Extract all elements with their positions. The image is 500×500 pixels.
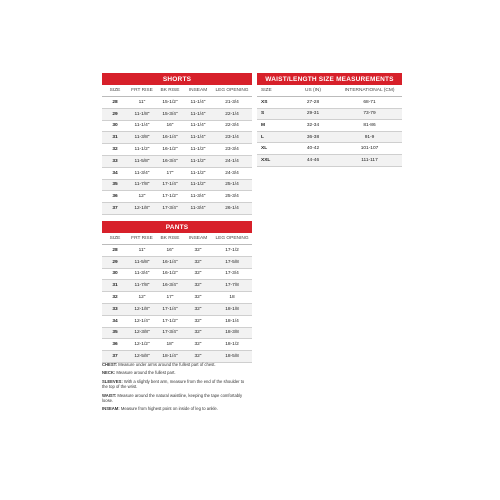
table-cell: 16" — [156, 120, 184, 132]
table-cell: 25-3/4 — [212, 191, 252, 203]
table-row — [257, 120, 402, 132]
table-cell: 11-1/4" — [184, 132, 212, 144]
waist-column-header: INTERNATIONAL (CM) — [337, 85, 402, 97]
shorts-table-body — [102, 97, 252, 215]
table-cell: 23-1/4 — [212, 132, 252, 144]
table-cell: 22-1/4 — [212, 108, 252, 120]
table-cell: M — [257, 120, 289, 132]
pants-column-header: FRT RISE — [128, 233, 156, 245]
table-cell: 11-7/8" — [128, 280, 156, 292]
table-cell: 101-107 — [337, 143, 402, 155]
table-cell: 23-3/4 — [212, 144, 252, 156]
table-cell: 30 — [102, 268, 128, 280]
table-cell: 11-1/2" — [184, 179, 212, 191]
table-row — [102, 268, 252, 280]
table-cell: 32" — [184, 292, 212, 304]
table-row — [102, 108, 252, 120]
table-cell: 37 — [102, 203, 128, 215]
table-row — [257, 97, 402, 109]
table-cell: 16-3/4" — [156, 280, 184, 292]
table-cell: 11-3/8" — [128, 132, 156, 144]
table-cell: 28 — [102, 245, 128, 257]
table-cell: 32" — [184, 339, 212, 351]
table-cell: 17-5/8 — [212, 256, 252, 268]
table-cell: 15-3/4" — [156, 108, 184, 120]
table-cell: 17" — [156, 167, 184, 179]
pants-header-row — [102, 233, 252, 245]
table-cell: XL — [257, 143, 289, 155]
table-cell: 91-9 — [337, 131, 402, 143]
table-cell: 17-3/4 — [212, 268, 252, 280]
table-cell: 36 — [102, 339, 128, 351]
table-cell: 11-3/4" — [184, 203, 212, 215]
table-cell: 17-7/8 — [212, 280, 252, 292]
pants-table-body — [102, 245, 252, 363]
table-cell: 18-1/8 — [212, 303, 252, 315]
table-cell: 18" — [156, 339, 184, 351]
note-item — [102, 393, 250, 404]
table-cell: 32" — [184, 256, 212, 268]
table-cell: 18-1/4 — [212, 315, 252, 327]
table-row — [102, 191, 252, 203]
note-text: Measure around the fullest part. — [115, 370, 176, 376]
pants-column-header: LEG OPENING — [212, 233, 252, 245]
table-cell: 44-46 — [289, 154, 337, 166]
table-row — [102, 203, 252, 215]
table-cell: 17-3/4" — [156, 203, 184, 215]
table-cell: 111-117 — [337, 154, 402, 166]
table-cell: 26-1/4 — [212, 203, 252, 215]
note-text: With a slightly bent arm, measure from the end of the shoulder to the top of the wrist. — [102, 378, 245, 390]
table-cell: 11-3/4" — [128, 268, 156, 280]
table-cell: 36 — [102, 191, 128, 203]
table-cell: 18-3/8 — [212, 327, 252, 339]
table-cell: 33 — [102, 155, 128, 167]
table-cell: 11" — [128, 245, 156, 257]
table-cell: 17-1/4" — [156, 179, 184, 191]
table-cell: 11-1/2" — [184, 144, 212, 156]
table-row — [102, 179, 252, 191]
table-cell: 18 — [212, 292, 252, 304]
table-row — [102, 97, 252, 109]
table-cell: 28 — [102, 97, 128, 109]
table-cell: 11-1/4" — [128, 120, 156, 132]
table-cell: 11-5/8" — [128, 155, 156, 167]
note-item — [102, 370, 250, 375]
table-row — [102, 339, 252, 351]
shorts-column-header: SIZE — [102, 85, 128, 97]
table-cell: 27-28 — [289, 97, 337, 109]
table-cell: 32 — [102, 144, 128, 156]
table-cell: 16-1/4" — [156, 256, 184, 268]
note-label: CHEST: — [102, 362, 118, 367]
table-cell: XXL — [257, 154, 289, 166]
table-cell: 18-5/8 — [212, 351, 252, 363]
table-row — [257, 108, 402, 120]
table-cell: 11-1/2" — [128, 144, 156, 156]
table-cell: S — [257, 108, 289, 120]
table-row — [102, 120, 252, 132]
table-row — [257, 131, 402, 143]
shorts-column-header: INSEAM — [184, 85, 212, 97]
table-cell: 11-1/8" — [128, 108, 156, 120]
note-text: Measure from highest point on inside of leg to ankle. — [119, 406, 218, 412]
table-cell: 16-1/4" — [156, 132, 184, 144]
table-row — [257, 154, 402, 166]
table-cell: 11-1/4" — [184, 120, 212, 132]
table-cell: 35 — [102, 179, 128, 191]
table-cell: L — [257, 131, 289, 143]
table-cell: 16" — [156, 245, 184, 257]
table-cell: 68-71 — [337, 97, 402, 109]
table-cell: 17-3/4" — [156, 327, 184, 339]
table-cell: 22-3/4 — [212, 120, 252, 132]
table-cell: 11" — [128, 97, 156, 109]
table-cell: 24-3/4 — [212, 167, 252, 179]
table-cell: 12" — [128, 191, 156, 203]
waist-header-row — [257, 85, 402, 97]
table-cell: 29 — [102, 108, 128, 120]
table-cell: 17-1/2" — [156, 315, 184, 327]
table-cell: 12-1/8" — [128, 303, 156, 315]
table-cell: 37 — [102, 351, 128, 363]
table-cell: 12-1/8" — [128, 203, 156, 215]
table-cell: 12" — [128, 292, 156, 304]
shorts-column-header: BK RISE — [156, 85, 184, 97]
table-cell: 40-42 — [289, 143, 337, 155]
measurement-notes — [102, 362, 250, 415]
table-cell: 11-1/4" — [184, 108, 212, 120]
table-cell: 32" — [184, 315, 212, 327]
pants-column-header: BK RISE — [156, 233, 184, 245]
table-cell: 17-1/4" — [156, 303, 184, 315]
pants-column-header: INSEAM — [184, 233, 212, 245]
pants-column-header: SIZE — [102, 233, 128, 245]
table-row — [102, 280, 252, 292]
note-label: INSEAM: — [102, 406, 120, 412]
waist-column-header: US (IN) — [289, 85, 337, 97]
table-cell: 11-7/8" — [128, 179, 156, 191]
table-row — [102, 144, 252, 156]
table-cell: 11-1/2" — [184, 155, 212, 167]
note-item — [102, 406, 250, 411]
table-row — [102, 167, 252, 179]
table-cell: 21-3/4 — [212, 97, 252, 109]
shorts-header-row — [102, 85, 252, 97]
note-label: SLEEVES: — [102, 378, 123, 384]
table-cell: 81-86 — [337, 120, 402, 132]
pants-size-table — [102, 221, 252, 363]
table-row — [102, 351, 252, 363]
table-row — [102, 292, 252, 304]
table-cell: 34 — [102, 167, 128, 179]
shorts-column-header: FRT RISE — [128, 85, 156, 97]
table-cell: 24-1/4 — [212, 155, 252, 167]
table-cell: 30 — [102, 120, 128, 132]
table-cell: 17-1/2" — [156, 191, 184, 203]
note-text: Measure under arms around the fullest part of chest. — [117, 362, 216, 367]
table-cell: 15-1/2" — [156, 97, 184, 109]
table-cell: 32" — [184, 245, 212, 257]
table-cell: 73-79 — [337, 108, 402, 120]
table-row — [102, 132, 252, 144]
table-cell: 34 — [102, 315, 128, 327]
shorts-column-header: LEG OPENING — [212, 85, 252, 97]
table-cell: 12-5/8" — [128, 351, 156, 363]
table-row — [102, 315, 252, 327]
note-item — [102, 379, 250, 390]
table-row — [257, 143, 402, 155]
table-cell: 11-3/4" — [184, 191, 212, 203]
waist-table-body — [257, 97, 402, 167]
table-cell: 29-31 — [289, 108, 337, 120]
table-cell: 31 — [102, 132, 128, 144]
table-cell: 11-1/4" — [184, 97, 212, 109]
table-row — [102, 303, 252, 315]
pants-table-title: PANTS — [102, 221, 252, 233]
table-cell: 35 — [102, 327, 128, 339]
note-label: WAIST: — [102, 392, 117, 398]
waist-column-header: SIZE — [257, 85, 289, 97]
table-cell: 32" — [184, 303, 212, 315]
table-cell: 11-1/2" — [184, 167, 212, 179]
table-cell: XS — [257, 97, 289, 109]
table-cell: 32" — [184, 327, 212, 339]
table-cell: 16-3/4" — [156, 155, 184, 167]
table-row — [102, 256, 252, 268]
table-cell: 17-1/2 — [212, 245, 252, 257]
table-cell: 32" — [184, 268, 212, 280]
table-cell: 32 — [102, 292, 128, 304]
waist-length-size-table — [257, 73, 402, 167]
table-cell: 12-1/2" — [128, 339, 156, 351]
table-cell: 36-38 — [289, 131, 337, 143]
table-cell: 16-1/2" — [156, 268, 184, 280]
table-cell: 25-1/4 — [212, 179, 252, 191]
table-cell: 18-1/4" — [156, 351, 184, 363]
table-cell: 16-1/2" — [156, 144, 184, 156]
table-cell: 18-1/2 — [212, 339, 252, 351]
table-cell: 32-34 — [289, 120, 337, 132]
table-cell: 12-1/4" — [128, 315, 156, 327]
table-row — [102, 327, 252, 339]
table-cell: 29 — [102, 256, 128, 268]
note-item — [102, 362, 250, 367]
shorts-size-table — [102, 73, 252, 215]
note-text: Measure around the natural waistline, keeping the tape comfortably loose. — [102, 392, 243, 404]
note-label: NECK: — [102, 370, 116, 376]
table-cell: 32" — [184, 351, 212, 363]
table-row — [102, 245, 252, 257]
waist-table-title: WAIST/LENGTH SIZE MEASUREMENTS — [257, 73, 402, 85]
table-cell: 32" — [184, 280, 212, 292]
table-row — [102, 155, 252, 167]
table-cell: 33 — [102, 303, 128, 315]
table-cell: 11-3/4" — [128, 167, 156, 179]
table-cell: 31 — [102, 280, 128, 292]
table-cell: 17" — [156, 292, 184, 304]
table-cell: 11-5/8" — [128, 256, 156, 268]
shorts-table-title: SHORTS — [102, 73, 252, 85]
table-cell: 12-3/8" — [128, 327, 156, 339]
